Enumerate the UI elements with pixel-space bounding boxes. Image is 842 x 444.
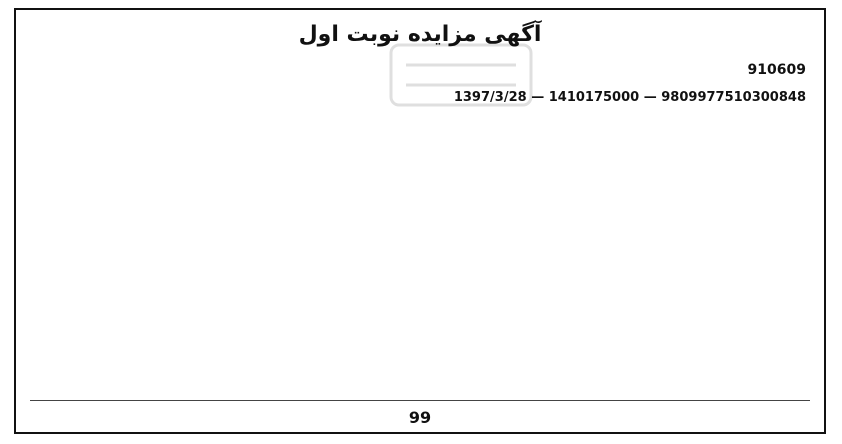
decision-number: 9809977510300848 bbox=[661, 90, 806, 105]
notice-title: آگهی مزایده نوبت اول bbox=[298, 22, 542, 47]
auction-date: 1397/3/28 bbox=[453, 90, 527, 105]
archive-number-value: 910609 bbox=[747, 62, 806, 78]
appraisal-amount: 1410175000 bbox=[548, 90, 640, 105]
notice-footer: 99 bbox=[408, 408, 432, 427]
notice-body: 9809977510300848 — 1410175000 — 1397/3/28 bbox=[453, 90, 806, 105]
footer-divider bbox=[30, 400, 810, 401]
archive-number bbox=[748, 62, 806, 78]
notice-frame bbox=[14, 8, 826, 434]
